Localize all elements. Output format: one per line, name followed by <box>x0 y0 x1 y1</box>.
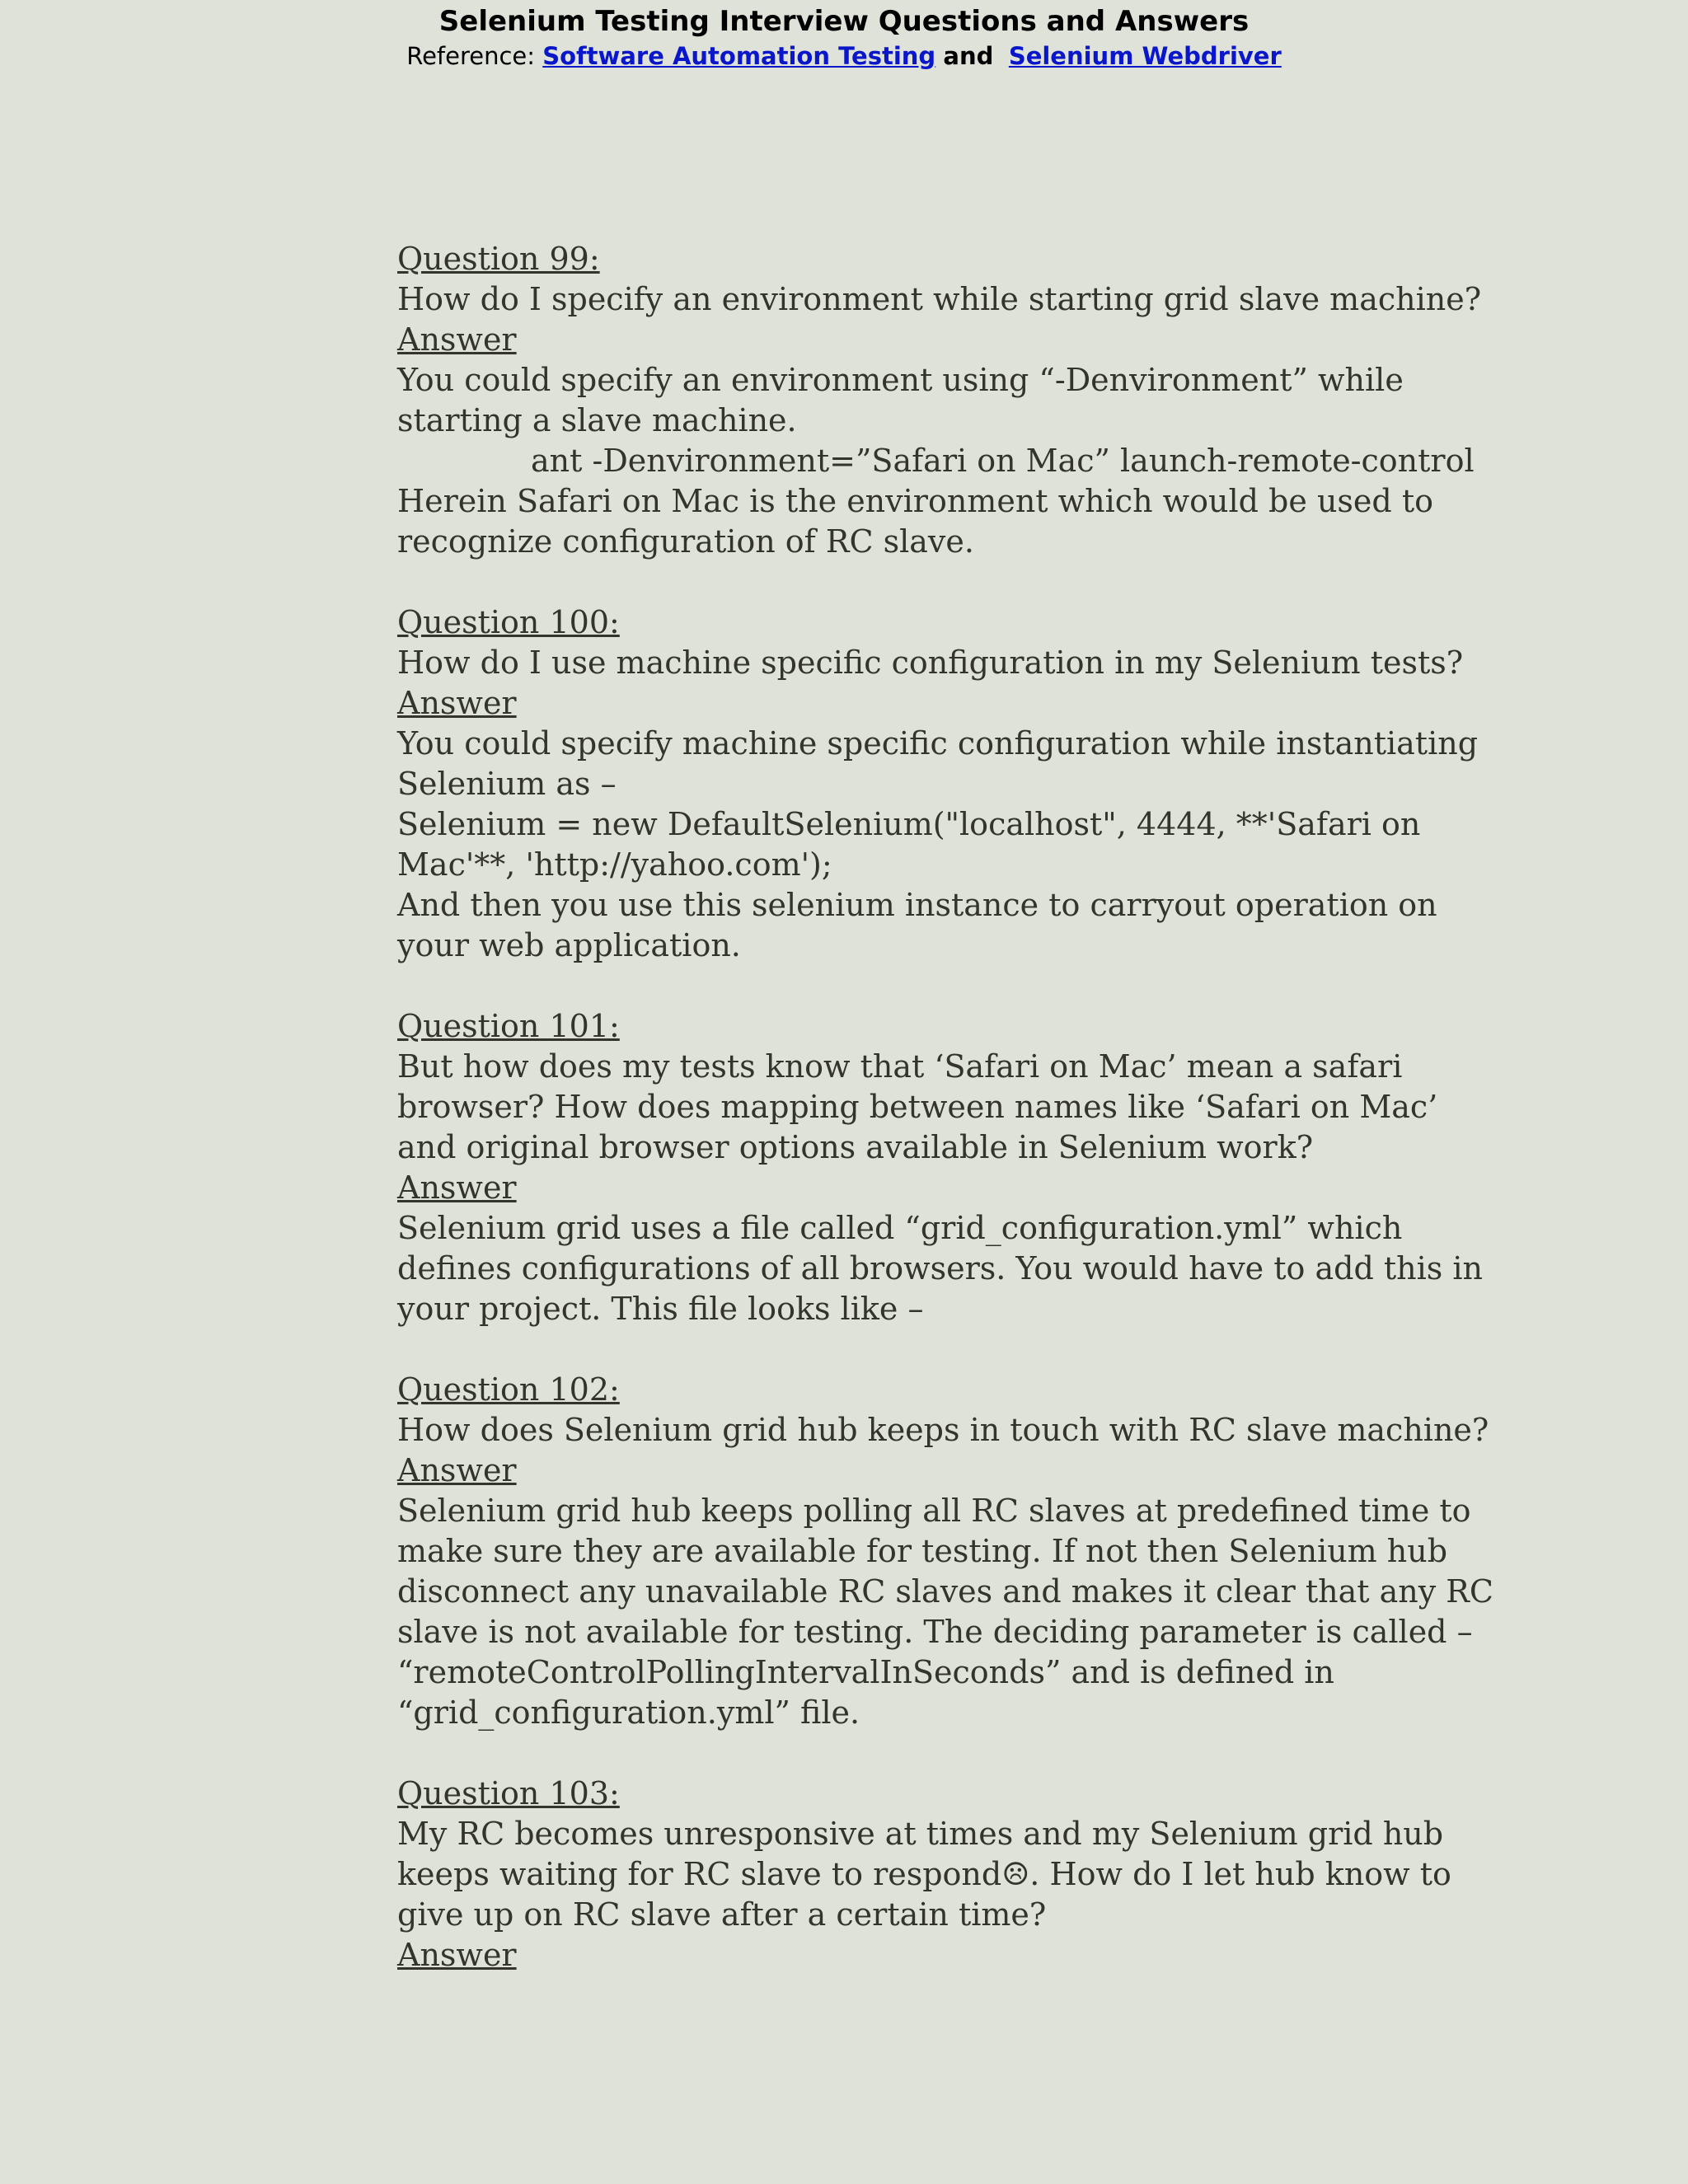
answer-text: Selenium grid uses a file called “grid_configuration.yml” which defines configurations of all browsers. You would have to add this in your project. This file looks like – <box>397 1210 1483 1327</box>
answer-text: Herein Safari on Mac is the environment which would be used to recognize configuration of RC slave. <box>397 483 1433 560</box>
answer-code-line: Selenium = new DefaultSelenium("localhost", 4444, **'Safari on Mac'**, 'http://yahoo.com'); <box>397 806 1421 883</box>
page-header <box>0 0 1688 73</box>
question-text: How does Selenium grid hub keeps in touch with RC slave machine? <box>397 1412 1489 1448</box>
answer-label: Answer <box>397 1937 517 1973</box>
document-title: Selenium Testing Interview Questions and Answers <box>438 5 1250 38</box>
question-text: My RC becomes unresponsive at times and my Selenium grid hub keeps waiting for RC slave to respond☹. How do I let hub know to give up on RC slave after a certain time? <box>397 1816 1451 1933</box>
qa-block-102 <box>397 1370 1502 1733</box>
qa-block-101 <box>397 1006 1502 1329</box>
answer-label: Answer <box>397 321 517 358</box>
answer-code-line: ant -Denvironment=”Safari on Mac” launch-remote-control <box>531 443 1475 479</box>
question-text: But how does my tests know that ‘Safari on Mac’ mean a safari browser? How does mapping between names like ‘Safari on Mac’ and original browser options available in Selenium work? <box>397 1048 1438 1165</box>
qa-block-100 <box>397 602 1502 966</box>
reference-line <box>0 40 1688 73</box>
answer-text: Selenium grid hub keeps polling all RC slaves at predefined time to make sure they are available for testing. If not then Selenium hub disconnect any unavailable RC slaves and makes it clear that any RC slave is not available for testing. The deciding parameter is called – “remoteControlPollingIntervalInSeconds” and is defined in “grid_configuration.yml” file. <box>397 1493 1493 1731</box>
question-heading: Question 99: <box>397 241 600 277</box>
question-text: How do I use machine specific configuration in my Selenium tests? <box>397 644 1464 681</box>
answer-label: Answer <box>397 1452 517 1488</box>
question-heading: Question 102: <box>397 1371 620 1408</box>
question-heading: Question 103: <box>397 1775 620 1811</box>
qa-block-99 <box>397 239 1502 562</box>
question-heading: Question 101: <box>397 1008 620 1044</box>
answer-text: You could specify machine specific configuration while instantiating Selenium as – <box>397 725 1479 802</box>
selenium-webdriver-link[interactable]: Selenium Webdriver <box>1008 42 1282 70</box>
and-text: and <box>943 42 994 70</box>
answer-label: Answer <box>397 685 517 721</box>
reference-label: Reference: <box>406 42 536 70</box>
question-heading: Question 100: <box>397 604 620 640</box>
answer-text: And then you use this selenium instance to carryout operation on your web application. <box>397 887 1437 963</box>
answer-text: You could specify an environment using “-Denvironment” while starting a slave machine. <box>397 362 1404 438</box>
question-text: How do I specify an environment while starting grid slave machine? <box>397 281 1482 317</box>
software-automation-testing-link[interactable]: Software Automation Testing <box>542 42 936 70</box>
answer-label: Answer <box>397 1169 517 1206</box>
qa-block-103 <box>397 1774 1502 1975</box>
qa-content <box>397 239 1502 2016</box>
